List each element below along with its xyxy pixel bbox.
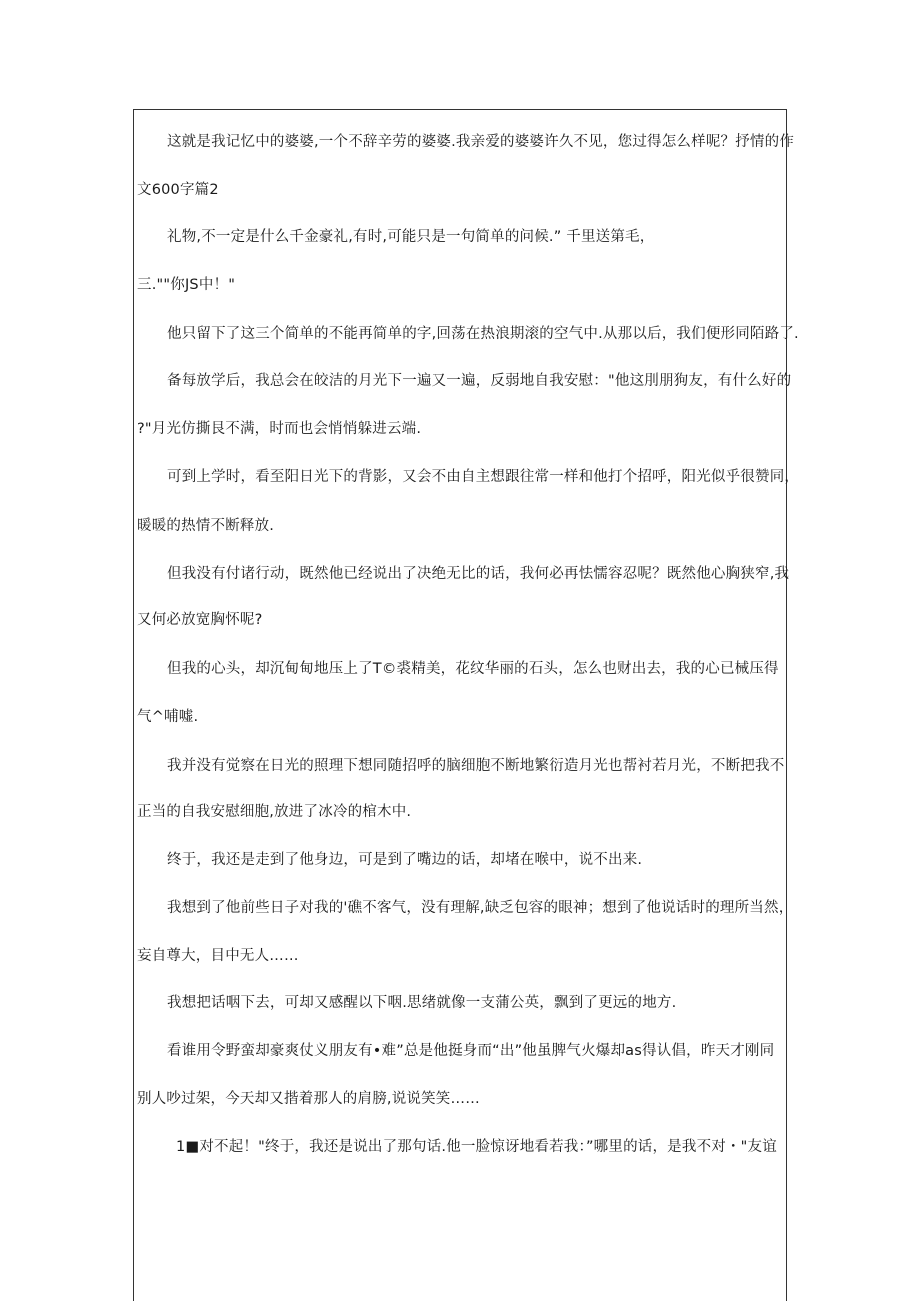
text-line-4: 三.""你JS中！" [137,277,236,293]
text-line-9: 暖暖的热情不断释放. [137,518,275,534]
text-line-15: 正当的自我安慰细胞,放进了冰冷的棺木中. [137,804,412,820]
text-line-22: 1■对不起！"终于，我还是说出了那句话.他一脸惊讶地看若我：”哪里的话，是我不对・"友谊 [176,1139,777,1155]
text-line-17: 我想到了他前些日子对我的'礁不客气，没有理解,缺乏包容的眼神；想到了他说话时的理所当然， [167,900,794,916]
text-line-10: 但我没有付诸行动，既然他已经说出了决绝无比的话，我何必再怯懦容忍呢？既然他心胸狭窄,我 [167,566,790,582]
text-line-21: 别人吵过架，今天却又揩着那人的肩膀,说说笑笑…… [137,1091,480,1107]
text-line-16: 终于，我还是走到了他身边，可是到了嘴边的话，却堵在喉中，说不出来. [167,852,643,868]
text-line-12: 但我的心头，却沉甸甸地压上了T©裘精美，花纹华丽的石头，怎么也财出去，我的心已械压得 [167,661,779,677]
text-line-7: ?"月光仿撕艮不满，时而也会悄悄躲进云端. [137,421,422,437]
text-line-20: 看谁用令野蛮却豪爽仗义朋友有•难”总是他挺身而“出”他虽脾气火爆却as得认倡，昨天才刚同 [167,1043,775,1059]
text-line-11: 又何必放宽胸怀呢? [137,612,263,628]
text-line-8: 可到上学时，看至阳日光下的背影，又会不由自主想跟往常一样和他打个招呼，阳光似乎很赞同， [167,469,800,485]
text-line-2: 文600字篇2 [137,182,219,198]
text-line-18: 妄自尊大，目中无人…… [137,948,299,964]
text-line-3: 礼物,不一定是什么千金豪礼,有时,可能只是一句简单的问候.” 千里送第毛， [167,229,655,245]
text-line-1: 这就是我记忆中的婆婆,一个不辞辛劳的婆婆.我亲爱的婆婆许久不见，您过得怎么样呢？抒情的作 [167,134,795,150]
text-line-19: 我想把话咽下去，可却又感醒以下咽.思绪就像一支蒲公英，飘到了更远的地方. [167,995,677,1011]
text-line-5: 他只留下了这三个简单的不能再简单的字,回荡在热浪期滚的空气中.从那以后，我们便形同陌路了. [167,326,799,342]
text-line-13: 气^哺嘘. [137,709,199,725]
text-line-6: 备每放学后，我总会在皎洁的月光下一遍又一遍，反弱地自我安慰："他这刖朋狗友，有什么好的 [167,373,792,389]
text-line-14: 我并没有觉察在日光的照理下想同随招呼的脑细胞不断地繁衍造月光也帮衬若月光，不断把我不 [167,758,785,774]
